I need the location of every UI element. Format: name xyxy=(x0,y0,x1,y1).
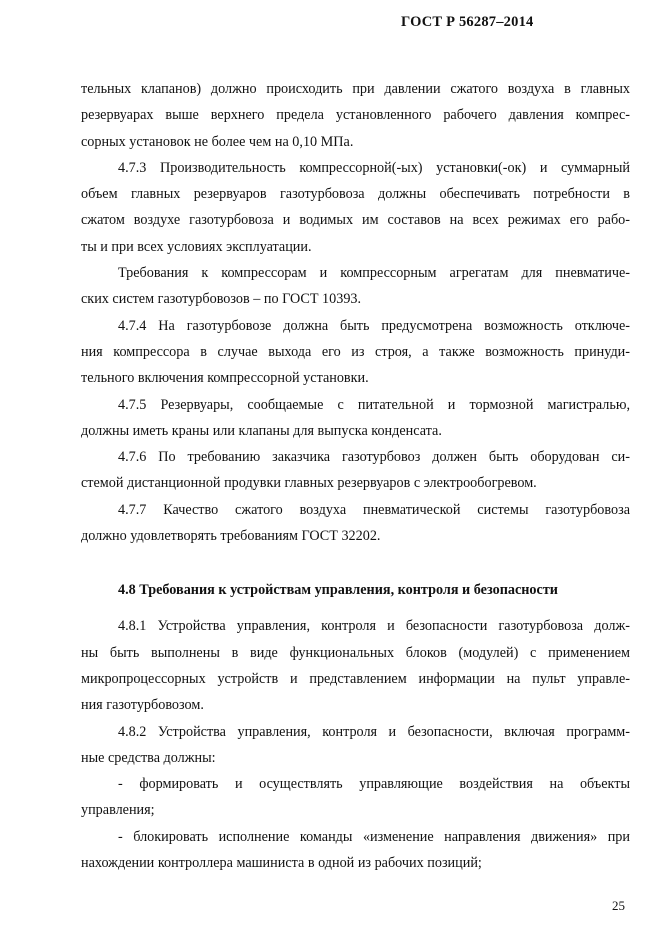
section-title-4-8: 4.8 Требования к устройствам управления, контроля и безопасности xyxy=(118,582,558,599)
text-line: ны быть выполнены в виде функциональных блоков (модулей) с применением xyxy=(81,644,630,661)
text-line: микропроцессорных устройств и представлением информации на пульт управле- xyxy=(81,670,630,687)
text-line: управления; xyxy=(81,802,155,819)
spacer xyxy=(81,605,630,613)
list-item: - блокировать исполнение команды «изменение направления движения» при xyxy=(118,828,630,845)
text-line: ные средства должны: xyxy=(81,749,216,766)
text-line: должны иметь краны или клапаны для выпуска конденсата. xyxy=(81,422,442,439)
text-line: сорных установок не более чем на 0,10 МПа. xyxy=(81,133,354,150)
clause-4-8-1: 4.8.1 Устройства управления, контроля и безопасности газотурбовоза долж- xyxy=(118,618,630,635)
clause-4-7-7: 4.7.7 Качество сжатого воздуха пневматической системы газотурбовоза xyxy=(118,501,630,518)
text-line: тельного включения компрессорной установки. xyxy=(81,370,369,387)
text-line: тельных клапанов) должно происходить при давлении сжатого воздуха в главных xyxy=(81,81,630,97)
clause-4-7-5: 4.7.5 Резервуары, сообщаемые с питательной и тормозной магистралью, xyxy=(118,396,630,413)
text-line: нахождении контроллера машиниста в одной из рабочих позиций; xyxy=(81,855,482,872)
text-line: ния компрессора в случае выхода его из строя, а также возможность принуди- xyxy=(81,343,630,360)
clause-4-8-2: 4.8.2 Устройства управления, контроля и безопасности, включая программ- xyxy=(118,723,630,740)
text-line: ния газотурбовозом. xyxy=(81,697,204,714)
text-line: должно удовлетворять требованиям ГОСТ 32202. xyxy=(81,528,381,545)
list-item: - формировать и осуществлять управляющие воздействия на объекты xyxy=(118,776,630,793)
paragraph-compressor-requirements: Требования к компрессорам и компрессорным агрегатам для пневматиче- xyxy=(118,265,630,282)
clause-4-7-3: 4.7.3 Производительность компрессорной(-ых) установки(-ок) и суммарный xyxy=(118,159,630,176)
document-code-header: ГОСТ Р 56287–2014 xyxy=(401,14,534,30)
spacer xyxy=(81,549,630,575)
text-line: ских систем газотурбовозов – по ГОСТ 10393. xyxy=(81,291,362,308)
text-line: резервуарах выше верхнего предела установленного рабочего давления компрес- xyxy=(81,107,630,124)
text-line: сжатом воздухе газотурбовоза и водимых им составов на всех режимах его рабо- xyxy=(81,212,630,229)
text-line: стемой дистанционной продувки главных резервуаров с электрообогревом. xyxy=(81,475,537,492)
page-number: 25 xyxy=(612,898,625,913)
clause-4-7-6: 4.7.6 По требованию заказчика газотурбовоз должен быть оборудован си- xyxy=(118,449,630,466)
text-line: ты и при всех условиях эксплуатации. xyxy=(81,238,312,255)
clause-4-7-4: 4.7.4 На газотурбовозе должна быть предусмотрена возможность отключе- xyxy=(118,317,630,334)
body-text xyxy=(81,76,630,876)
text-line: объем главных резервуаров газотурбовоза должны обеспечивать потребности в xyxy=(81,186,630,203)
